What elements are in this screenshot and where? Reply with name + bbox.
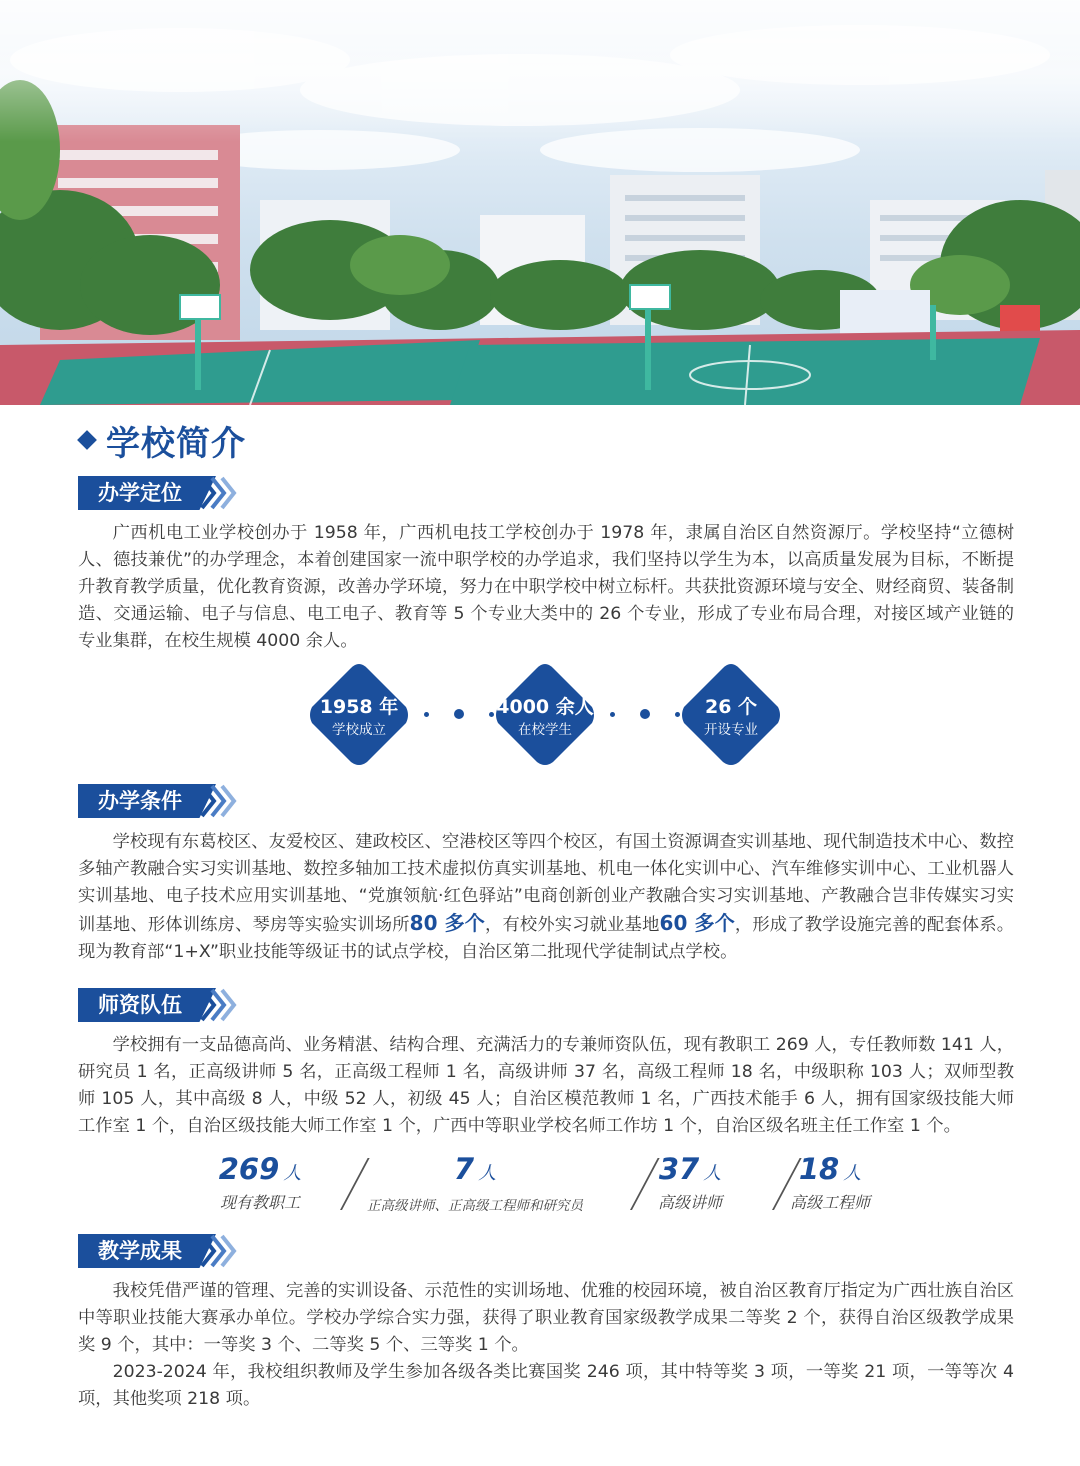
campus-photo [0,0,1080,405]
stat-unit: 人 [843,1163,862,1184]
positioning-paragraph: 广西机电工业学校创办于 1958 年，广西机电技工学校创办于 1978 年，隶属自治区自然资源厅。学校坚持“立德树人、德技兼优”的办学理念，本着创建国家一流中职学校的办学追求，我们坚持以学生为本，以高质量发展为目标，不断提升教育教学质量，优化教育资源，改善办学环境，努力在中职学校中树立标杆。共获批资源环境与安全、财经商贸、装备制造、交通运输、电子与信息、电工电子、教育等 5 个专业大类中的 26 个专业，形成了专业布局合理，对接区域产业链的专业集群，在校生规模 4000 余人。 [78,523,1014,651]
stat-value: 4000 余人 [496,696,594,718]
highlight-labs-count: 80 多个 [409,911,485,935]
campus-illustration [0,0,1080,405]
staff-stat-engineers [770,1152,890,1218]
stat-diamond-majors [676,660,786,770]
stat-unit: 人 [283,1163,302,1184]
stat-value: 1958 年 [319,696,399,718]
section-title: 教学成果 [98,1239,182,1263]
stat-label: 在校学生 [518,722,572,738]
stat-number: 269 [218,1152,280,1186]
achievements-paragraph-1: 我校凭借严谨的管理、完善的实训设备、示范性的实训场地、优雅的校园环境，被自治区教育厅指定为广西壮族自治区中等职业技能大赛承办单位。学校办学综合实力强，获得了职业教育国家级教学成果二等奖 2 个，获得自治区级教学成果奖 9 个，其中：一等奖 3 个、二等奖 5 个、三等奖 1 个。 [78,1281,1014,1355]
staff-stat-total [190,1152,330,1218]
chevrons-icon [200,476,242,510]
section-title: 办学条件 [98,789,182,813]
stat-diamond-founded [304,660,414,770]
section-title: 办学定位 [98,481,182,505]
section-header-conditions [78,784,242,818]
faculty-paragraph: 学校拥有一支品德高尚、业务精湛、结构合理、充满活力的专兼师资队伍，现有教职工 269 人，专任教师数 141 人，研究员 1 名，正高级讲师 5 名，正高级工程师 1 名，高级讲师 37 名，高级工程师 18 名，中级职称 103 人；双师型教师 105 人，其中高级 8 人，中级 52 人，初级 45 人；自治区模范教师 1 名，广西技术能手 6 人，拥有国家级技能大师工作室 1 个，自治区级技能大师工作室 1 个，广西中等职业学校名师工作坊 1 个，自治区级名班主任工作室 1 个。 [78,1035,1014,1136]
stat-caption: 正高级讲师、正高级工程师和研究员 [367,1198,583,1214]
achievements-paragraph-2: 2023-2024 年，我校组织教师及学生参加各级各类比赛国奖 246 项，其中特等奖 3 项，一等奖 21 项，一等等次 4 项，其他奖项 218 项。 [78,1362,1014,1409]
conditions-text-3: ，形成了教学设施完善的配套体系。现为教育部“1+X”职业技能等级证书的试点学校，自治区第二批现代学徒制试点学校。 [78,915,1014,962]
staff-stat-lecturers [630,1152,750,1218]
conditions-paragraph [78,829,1014,966]
stat-number: 37 [658,1152,700,1186]
section-title: 师资队伍 [98,993,182,1017]
chevrons-icon [200,784,242,818]
diamond-bullet-icon [77,430,97,450]
highlight-bases-count: 60 多个 [659,911,735,935]
conditions-text-2: ，有校外实习就业基地 [484,915,660,935]
stat-label: 学校成立 [332,722,386,738]
page-title [80,418,246,462]
chevrons-icon [200,988,242,1022]
stat-caption: 高级讲师 [657,1193,722,1212]
page-title-text: 学校简介 [106,423,246,464]
stat-diamond-students [490,660,600,770]
stat-label: 开设专业 [704,722,758,738]
stat-value: 26 个 [704,696,758,718]
stat-number: 7 [453,1152,475,1186]
section-header-faculty [78,988,242,1022]
stat-caption: 现有教职工 [219,1193,300,1212]
section-header-positioning [78,476,242,510]
stat-caption: 高级工程师 [789,1193,870,1212]
staff-stat-senior [350,1152,600,1218]
stat-unit: 人 [478,1163,497,1184]
stat-unit: 人 [703,1163,722,1184]
stat-number: 18 [798,1152,840,1186]
conditions-text-1: 学校现有东葛校区、友爱校区、建政校区、空港校区等四个校区，有国土资源调查实训基地、现代制造技术中心、数控多轴产教融合实习实训基地、数控多轴加工技术虚拟仿真实训基地、机电一体化实训中心、汽车维修实训中心、工业机器人实训基地、电子技术应用实训基地、“党旗领航·红色驿站”电商创新创业产教融合实习实训基地、产教融合岂非传媒实习实训基地、形体训练房、琴房等实验实训场所 [78,832,1014,935]
section-header-achievements [78,1234,242,1268]
chevrons-icon [200,1234,242,1268]
